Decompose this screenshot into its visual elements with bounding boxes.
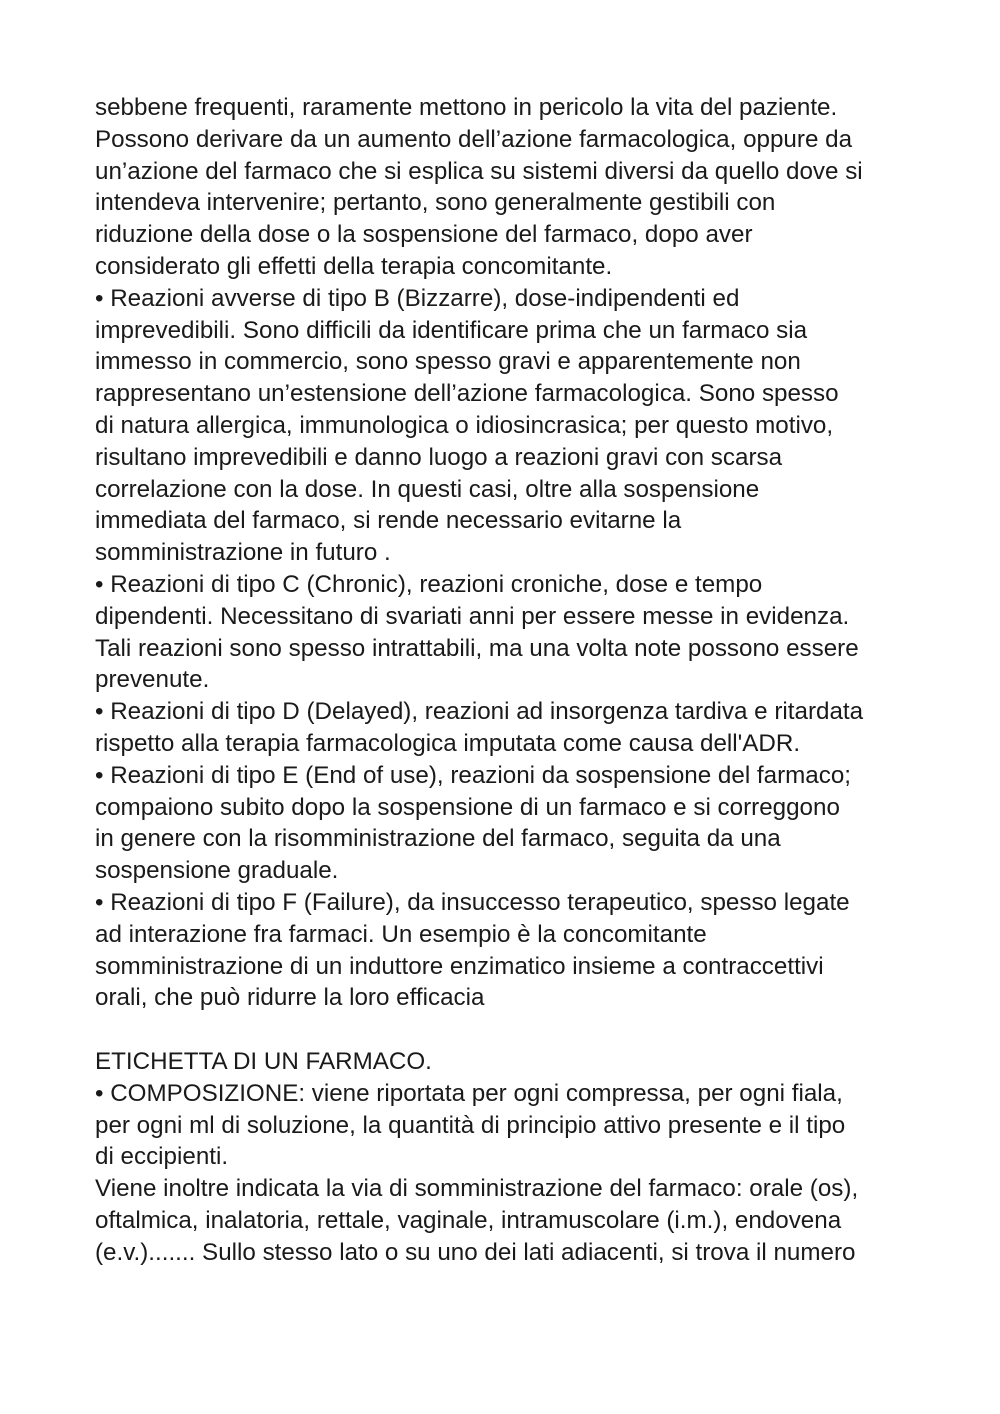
text-line: rispetto alla terapia farmacologica imputata come causa dell'ADR.: [95, 729, 801, 757]
text-line: di natura allergica, immunologica o idiosincrasica; per questo motivo,: [95, 411, 834, 439]
text-line: correlazione con la dose. In questi casi, oltre alla sospensione: [95, 475, 760, 503]
text-line: immediata del farmaco, si rende necessario evitarne la: [95, 507, 682, 535]
text-line: orali, che può ridurre la loro efficacia: [95, 984, 485, 1012]
text-line: prevenute.: [95, 666, 210, 694]
text-line: un’azione del farmaco che si esplica su sistemi diversi da quello dove si: [95, 157, 863, 185]
text-line: somministrazione di un induttore enzimatico insieme a contraccettivi: [95, 952, 824, 980]
text-line: oftalmica, inalatoria, rettale, vaginale, intramuscolare (i.m.), endovena: [95, 1206, 842, 1234]
text-line: risultano imprevedibili e danno luogo a reazioni gravi con scarsa: [95, 443, 783, 471]
bullet-line-type-c: • Reazioni di tipo C (Chronic), reazioni croniche, dose e tempo: [95, 570, 763, 598]
text-line: Possono derivare da un aumento dell’azione farmacologica, oppure da: [95, 125, 853, 153]
text-line: rappresentano un’estensione dell’azione farmacologica. Sono spesso: [95, 380, 839, 408]
bullet-line-type-d: • Reazioni di tipo D (Delayed), reazioni ad insorgenza tardiva e ritardata: [95, 698, 864, 726]
text-line: sospensione graduale.: [95, 857, 339, 885]
text-line: dipendenti. Necessitano di svariati anni per essere messe in evidenza.: [95, 602, 850, 630]
text-line: immesso in commercio, sono spesso gravi e apparentemente non: [95, 348, 801, 376]
text-line: per ogni ml di soluzione, la quantità di principio attivo presente e il tipo: [95, 1111, 846, 1139]
text-line: intendeva intervenire; pertanto, sono generalmente gestibili con: [95, 189, 776, 217]
bullet-line-type-f: • Reazioni di tipo F (Failure), da insuccesso terapeutico, spesso legate: [95, 888, 850, 916]
bullet-line-type-e: • Reazioni di tipo E (End of use), reazioni da sospensione del farmaco;: [95, 761, 852, 789]
text-line: sebbene frequenti, raramente mettono in pericolo la vita del paziente.: [95, 94, 838, 121]
text-line: di eccipienti.: [95, 1143, 229, 1171]
text-line: in genere con la risomministrazione del farmaco, seguita da una: [95, 825, 781, 853]
document-body: [95, 92, 925, 1268]
blank-line: [95, 1014, 925, 1046]
text-line: considerato gli effetti della terapia concomitante.: [95, 252, 613, 280]
bullet-line-type-b: • Reazioni avverse di tipo B (Bizzarre), dose-indipendenti ed: [95, 284, 740, 312]
text-line: riduzione della dose o la sospensione del farmaco, dopo aver: [95, 221, 753, 249]
text-line: compaiono subito dopo la sospensione di un farmaco e si correggono: [95, 793, 840, 821]
text-line: Tali reazioni sono spesso intrattabili, ma una volta note possono essere: [95, 634, 859, 662]
section-heading: ETICHETTA DI UN FARMACO.: [95, 1047, 432, 1075]
text-line: imprevedibili. Sono difficili da identificare prima che un farmaco sia: [95, 316, 808, 344]
bullet-line-composizione: • COMPOSIZIONE: viene riportata per ogni compressa, per ogni fiala,: [95, 1079, 843, 1107]
text-line: somministrazione in futuro .: [95, 539, 391, 567]
text-line: Viene inoltre indicata la via di somministrazione del farmaco: orale (os),: [95, 1175, 859, 1203]
text-line: ad interazione fra farmaci. Un esempio è la concomitante: [95, 920, 707, 948]
text-line: (e.v.)....... Sullo stesso lato o su uno dei lati adiacenti, si trova il numero: [95, 1238, 856, 1266]
